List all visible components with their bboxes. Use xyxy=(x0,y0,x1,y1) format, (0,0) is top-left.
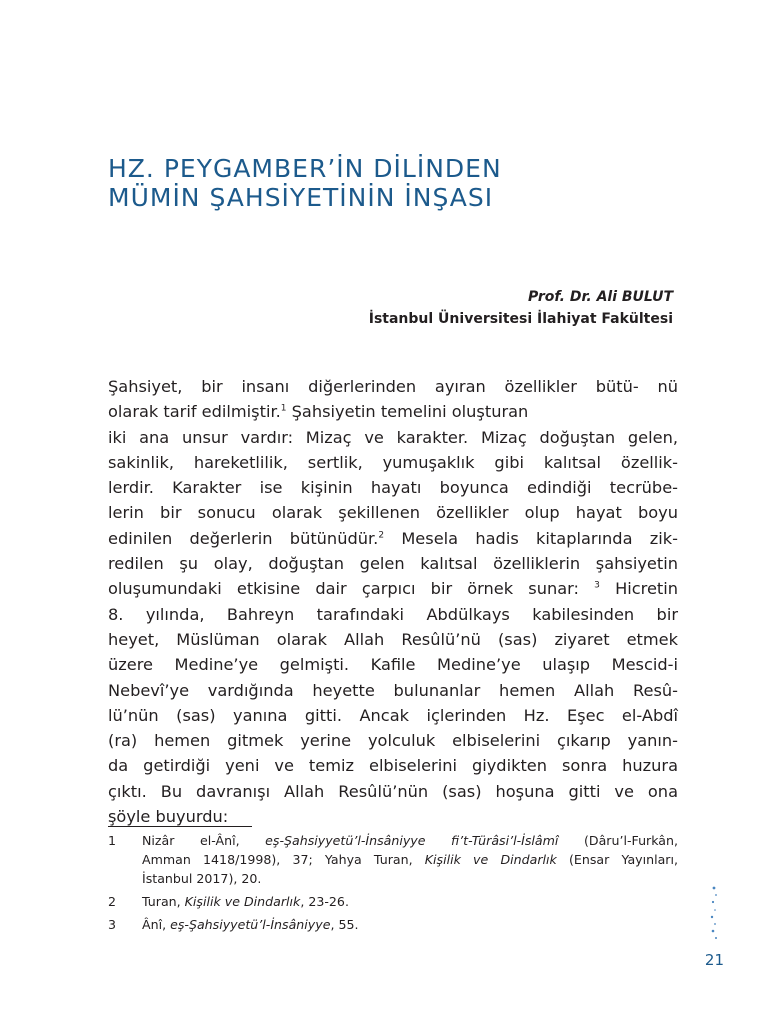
body-line: olarak tarif edilmiştir.$^1$ Şahsiyetin temelini oluşturan xyxy=(108,402,529,422)
footnote-title: Kişilik ve Dindarlık xyxy=(184,894,301,909)
author-affiliation: İstanbul Üniversitesi İlahiyat Fakültesi xyxy=(368,311,673,327)
body-line: 8. yılında, Bahreyn tarafındaki Abdülkays kabilesinden bir xyxy=(108,604,678,624)
footnote-number: 1 xyxy=(108,833,117,848)
body-line: Şahsiyet, bir insanı diğerlerinden ayıran özellikler bütü- nü xyxy=(108,377,678,396)
chapter-title-line-2: MÜMİN ŞAHSİYETİNİN İNŞASI xyxy=(108,183,494,212)
footnote-title: eş-Şahsiyyetü’l-İnsâniyye fi’t-Türâsi’l-İslâmî xyxy=(265,833,559,848)
body-line: üzere Medine’ye gelmişti. Kafile Medine’ye ulaşıp Mescid-i xyxy=(108,655,678,675)
body-line: Nebevî’ye vardığında heyette bulunanlar hemen Allah Resû- xyxy=(108,680,678,700)
body-line: lerdir. Karakter ise kişinin hayatı boyunca edindiği tecrübe- xyxy=(108,478,678,498)
page-number: 21 xyxy=(704,951,724,969)
author-block xyxy=(369,286,673,330)
footnote-number: 2 xyxy=(108,894,117,909)
chapter-title xyxy=(108,154,708,212)
body-line: sakinlik, hareketlilik, sertlik, yumuşaklık gibi kalıtsal özellik- xyxy=(108,452,678,472)
body-line: redilen şu olay, doğuştan gelen kalıtsal özelliklerin şahsiyetin xyxy=(108,554,678,574)
body-line: çıktı. Bu davranışı Allah Resûlü’nün (sas) hoşuna gitti ve ona xyxy=(108,781,678,801)
footnote-ref-2[interactable]: 2 xyxy=(378,530,385,541)
body-line: (ra) hemen gitmek yerine yolculuk elbiselerini çıkarıp yanın- xyxy=(108,731,678,751)
body-line: lerin bir sonucu olarak şekillenen özellikler olup hayat boyu xyxy=(108,503,678,523)
footnote-2: 2 Turan, Kişilik ve Dindarlık, 23-26. xyxy=(108,894,349,909)
body-line: da getirdiği yeni ve temiz elbiselerini giydikten sonra huzura xyxy=(108,756,678,776)
author-name: Prof. Dr. Ali BULUT xyxy=(527,289,673,305)
footnote-ref-3[interactable]: 3 xyxy=(594,580,600,591)
chapter-title-line-1: HZ. PEYGAMBER’İN DİLİNDEN xyxy=(108,154,502,183)
footnotes xyxy=(108,831,678,938)
footnote-1: 1 Nizâr el-Ânî, eş-Şahsiyyetü’l-İnsâniyye fi’t-Türâsi’l-İslâmî (Dâru’l-Furkân, Amman 1418/1998), 37; Yahya Turan, Kişilik ve Dindarlık (Ensar Yayınları, İstanbul 2017), 20. xyxy=(108,833,678,886)
footnote-ref-1[interactable]: 1 xyxy=(280,403,287,414)
footnote-title: eş-Şahsiyyetü’l-İnsâniyye xyxy=(170,917,331,932)
body-line: heyet, Müslüman olarak Allah Resûlü’nü (sas) ziyaret etmek xyxy=(108,629,678,649)
body-line: şöyle buyurdu: xyxy=(108,807,229,827)
footnote-number: 3 xyxy=(108,917,117,932)
body-line: lü’nün (sas) yanına gitti. Ancak içlerinden Hz. Eşec el-Abdî xyxy=(108,705,678,725)
footnote-title: Kişilik ve Dindarlık xyxy=(424,852,557,867)
body-line: edinilen değerlerin bütünüdür.$^2$ Mesela hadis kitaplarında zik- xyxy=(108,528,679,548)
footnote-divider xyxy=(108,826,252,827)
body-text xyxy=(108,374,678,829)
footnote-3: 3 Ânî, eş-Şahsiyyetü’l-İnsâniyye, 55. xyxy=(108,917,359,932)
body-line: oluşumundaki etkisine dair çarpıcı bir örnek sunar: $^3$ Hicretin xyxy=(108,579,679,599)
body-line: iki ana unsur vardır: Mizaç ve karakter. Mizaç doğuştan gelen, xyxy=(108,427,678,447)
decorative-ornament xyxy=(700,884,730,944)
